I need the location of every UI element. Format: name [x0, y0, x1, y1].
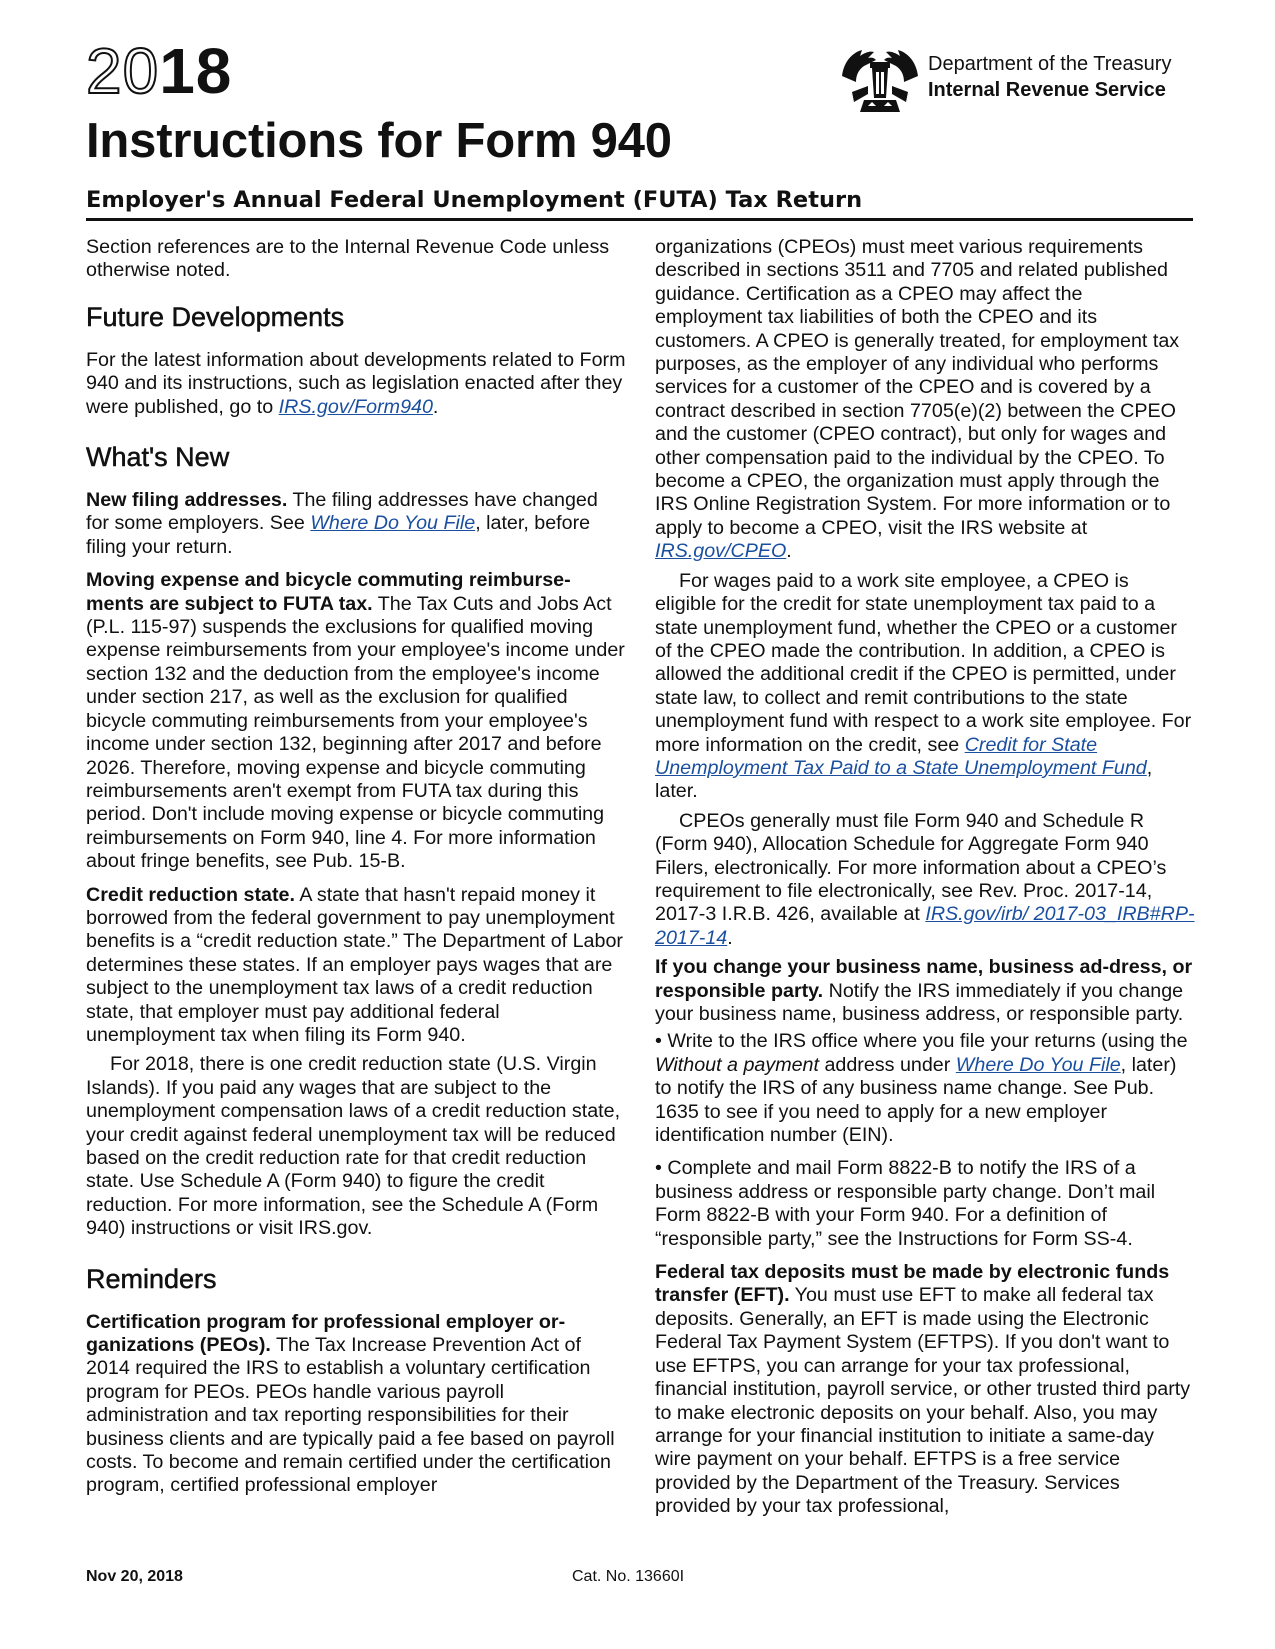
- future-developments-heading: Future Developments: [86, 301, 345, 332]
- agency-block: [928, 51, 1171, 103]
- certification-runin-heading: Certification program for professional employer or-ganizations (PEOs).: [86, 1310, 566, 1357]
- cpeo-paragraph: organizations (CPEOs) must meet various requirements described in sections 3511 and 7705 and related published guidance. Certification as a CPEO may affect the employment tax liabilities of both the CPEO and its customers. A CPEO is generally treated, for employment tax purposes, as the employer of any individual who performs services for a customer of the CPEO and is covered by a contract described in section 7705(e)(2) between the CPEO and the customer (CPEO contract), but only for wages and other compensation paid to the individual by the CPEO. To become a CPEO, the organization must apply through the IRS Online Registration System. For more information or to apply to become a CPEO, visit the IRS website at IRS.gov/CPEO.: [655, 236, 1180, 563]
- bullet-item-name-change: • Write to the IRS office where you file your returns (using the Without a payment address under Where Do You File, later) to notify the IRS of any business name change. See Pub. 1635 to see if you need to apply for a new employer identification number (EIN).: [655, 1030, 1188, 1147]
- right-column: [655, 236, 1195, 1529]
- business-change-paragraph: If you change your business name, business ad-dress, or responsible party. Notify the IRS immediately if you change your business name, business address, or responsible party.: [655, 956, 1193, 1025]
- intro-paragraph: Section references are to the Internal Revenue Code unless otherwise noted.: [86, 236, 610, 282]
- bullet-icon: •: [655, 1157, 668, 1180]
- credit-reduction-paragraph: Credit reduction state. A state that hasn't repaid money it borrowed from the federal government to pay unemployment benefits is a “credit reduction state.” The Department of Labor determines these states. If an employer pays wages that are subject to the unemployment tax laws of a credit reduction state, that employer must pay additional federal unemployment tax when filing its Form 940.: [86, 883, 623, 1046]
- header-rule: [86, 218, 1193, 221]
- bullet-icon: •: [655, 1030, 668, 1053]
- left-column: [86, 236, 626, 1508]
- credit-reduction-paragraph-2: For 2018, there is one credit reduction state (U.S. Virgin Islands). If you paid any wages that are subject to the unemployment compensation laws of a credit reduction state, your credit against federal unemployment tax will be reduced based on the credit reduction rate for that credit reduction state. Use Schedule A (Form 940) to figure the credit reduction. For more information, see the Schedule A (Form 940) instructions or visit IRS.gov.: [86, 1053, 621, 1240]
- bullet-item-address-change: • Complete and mail Form 8822-B to notify the IRS of a business address or responsible party change. Don’t mail Form 8822-B with your Form 940. For a definition of “responsible party,” see the Instructions for Form SS-4.: [655, 1157, 1156, 1250]
- eft-runin-heading: Federal tax deposits must be made by electronic funds transfer (EFT).: [655, 1261, 1170, 1307]
- where-do-you-file-link-2[interactable]: Where Do You File: [955, 1053, 1121, 1076]
- reminders-heading: Reminders: [86, 1263, 217, 1294]
- department-name: Department of the Treasury: [928, 53, 1172, 75]
- change-runin-heading: If you change your business name, business ad-dress, or responsible party.: [655, 956, 1193, 1002]
- agency-name: Internal Revenue Service: [928, 79, 1166, 101]
- page-subtitle: Employer's Annual Federal Unemployment (FUTA) Tax Return: [86, 187, 863, 213]
- filing-addresses-paragraph: New filing addresses. The filing addresses have changed for some employers. See Where Do You File, later, before filing your return.: [86, 489, 598, 558]
- future-developments-paragraph: For the latest information about developments related to Form 940 and its instructions, such as legislation enacted after they were published, go to IRS.gov/Form940.: [86, 348, 626, 418]
- worksite-paragraph: For wages paid to a work site employee, a CPEO is eligible for the credit for state unemployment tax paid to a state unemployment fund, whether the CPEO or a customer of the CPEO made the contribution. In addition, a CPEO is allowed the additional credit if the CPEO is permitted, under state law, to collect and remit contributions to the state unemployment fund with respect to a work site employee. For more information on the credit, see Credit for State Unemployment Tax Paid to a State Unemployment Fund, later.: [655, 569, 1192, 803]
- cpeo-electronic-filing-paragraph: CPEOs generally must file Form 940 and Schedule R (Form 940), Allocation Schedule for Aggregate Form 940 Filers, electronically. For more information about a CPEO’s requirement to file electronically, see Rev. Proc. 2017-14, 2017-3 I.R.B. 426, available at IRS.gov/irb/ 2017-03_IRB#RP-2017-14.: [655, 809, 1195, 949]
- rev-proc-link[interactable]: IRS.gov/irb/ 2017-03_IRB#RP-2017-14: [655, 903, 1195, 949]
- year-suffix: 18: [159, 35, 233, 107]
- catalog-number: Cat. No. 13660I: [572, 1568, 685, 1585]
- eft-paragraph: Federal tax deposits must be made by electronic funds transfer (EFT). You must use EFT to make all federal tax deposits. Generally, an EFT is made using the Electronic Federal Tax Payment System (EFTPS). If you don't want to use EFTPS, you can arrange for your tax professional, financial institution, payroll service, or other trusted third party to make electronic deposits on your behalf. Also, you may arrange for your financial institution to initiate a same-day wire payment on your behalf. EFTPS is a free service provided by the Department of the Treasury. Services provided by your tax professional,: [655, 1261, 1191, 1518]
- year-prefix: 20: [86, 35, 160, 107]
- revision-date: Nov 20, 2018: [86, 1568, 183, 1585]
- form-year: [86, 35, 233, 107]
- cpeo-link[interactable]: IRS.gov/CPEO: [655, 540, 787, 563]
- whats-new-heading: What's New: [86, 442, 230, 473]
- certification-paragraph: Certification program for professional employer or-ganizations (PEOs). The Tax Increase Prevention Act of 2014 required the IRS to establish a voluntary certification program for PEOs. PEOs handle various payroll administration and tax reporting responsibilities for their business clients and are typically paid a fee based on payroll costs. To become and remain certified under the certification program, certified professional employer: [86, 1310, 615, 1497]
- moving-expense-paragraph: Moving expense and bicycle commuting reimburse-ments are subject to FUTA tax. The Tax Cuts and Jobs Act (P.L. 115-97) suspends the exclusions for qualified moving expense reimbursements from your employee's income under section 132 and the deduction from the employee's income under section 217, as well as the exclusion for qualified bicycle commuting reimbursements from your employee's income under section 132, beginning after 2017 and before 2026. Therefore, moving expense and bicycle commuting reimbursements aren't exempt from FUTA tax during this period. Don't include moving expense or bicycle commuting reimbursements on Form 940, line 4. For more information about fringe benefits, see Pub. 15-B.: [86, 569, 625, 873]
- credit-runin-heading: Credit reduction state.: [86, 883, 295, 906]
- where-do-you-file-link[interactable]: Where Do You File: [310, 512, 476, 535]
- irs-eagle-logo-icon: [838, 46, 922, 118]
- page-title: Instructions for Form 940: [86, 114, 672, 168]
- filing-runin-heading: New filing addresses.: [86, 489, 288, 512]
- state-unemployment-credit-link[interactable]: Credit for State Unemployment Tax Paid to a State Unemployment Fund: [655, 733, 1147, 779]
- moving-runin-heading: Moving expense and bicycle commuting reimburse-ments are subject to FUTA tax.: [86, 569, 571, 615]
- form940-link[interactable]: IRS.gov/Form940: [278, 395, 433, 418]
